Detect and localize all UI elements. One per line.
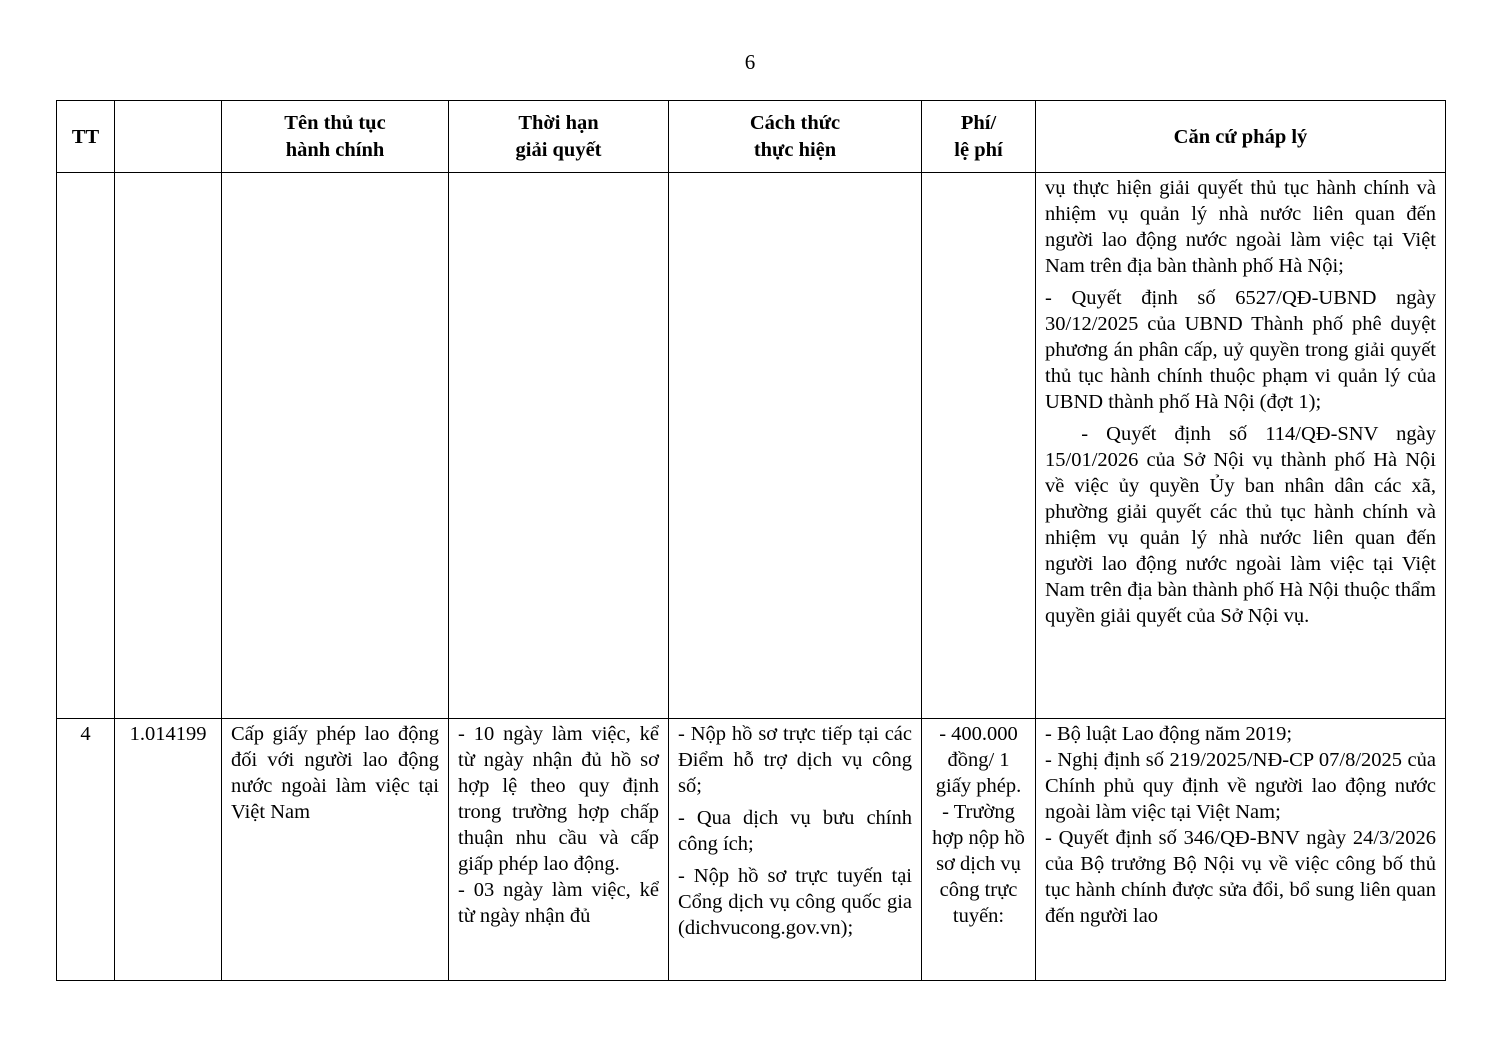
row4-fee bbox=[922, 719, 1036, 981]
row4-name: Cấp giấy phép lao động đối với người lao động nước ngoài làm việc tại Việt Nam bbox=[222, 719, 449, 981]
header-legal: Căn cứ pháp lý bbox=[1036, 101, 1446, 173]
continuation-row bbox=[57, 173, 1446, 719]
cont-fee-cell bbox=[922, 173, 1036, 719]
row4-tt: 4 bbox=[57, 719, 115, 981]
header-fee-line1: Phí/ bbox=[960, 112, 997, 134]
header-name bbox=[222, 101, 449, 173]
cont-legal-paragraph: vụ thực hiện giải quyết thủ tục hành chính và nhiệm vụ quản lý nhà nước liên quan đến người lao động nước ngoài làm việc tại Việt Nam trên địa bàn thành phố Hà Nội; bbox=[1045, 177, 1436, 277]
header-code bbox=[115, 101, 222, 173]
table-row bbox=[57, 719, 1446, 981]
cont-name-cell bbox=[222, 173, 449, 719]
row4-legal-paragraph: - Bộ luật Lao động năm 2019; bbox=[1045, 723, 1293, 745]
header-row bbox=[57, 101, 1446, 173]
row4-fee-paragraph: - Trường hợp nộp hồ sơ dịch vụ công trực tuyến: bbox=[932, 801, 1025, 927]
cont-tt-cell bbox=[57, 173, 115, 719]
row4-fee-paragraph: - 400.000 đồng/ 1 giấy phép. bbox=[935, 723, 1022, 797]
cont-legal-paragraph: - Quyết định số 114/QĐ-SNV ngày 15/01/2026 của Sở Nội vụ thành phố Hà Nội về việc ủy quyền Ủy ban nhân dân các xã, phường giải quyết các thủ tục hành chính và nhiệm vụ quản lý nhà nước liên quan đến người lao động nước ngoài làm việc tại Việt Nam trên địa bàn thành phố Hà Nội thuộc thẩm quyền giải quyết của Sở Nội vụ. bbox=[1045, 423, 1442, 627]
header-name-line2: hành chính bbox=[285, 139, 385, 161]
header-time bbox=[449, 101, 669, 173]
row4-time bbox=[449, 719, 669, 981]
header-fee-line2: lệ phí bbox=[954, 139, 1003, 161]
header-method bbox=[669, 101, 922, 173]
row4-method-paragraph: - Nộp hồ sơ trực tiếp tại các Điểm hỗ trợ dịch vụ công số; bbox=[678, 723, 912, 797]
row4-time-paragraph: - 03 ngày làm việc, kể từ ngày nhận đủ bbox=[458, 879, 659, 927]
header-tt: TT bbox=[57, 101, 115, 173]
cont-method-cell bbox=[669, 173, 922, 719]
row4-method-paragraph: - Nộp hồ sơ trực tuyến tại Cổng dịch vụ công quốc gia (dichvucong.gov.vn); bbox=[678, 865, 912, 939]
cont-legal-paragraph: - Quyết định số 6527/QĐ-UBND ngày 30/12/2025 của UBND Thành phố phê duyệt phương án phân cấp, uỷ quyền trong giải quyết thủ tục hành chính thuộc phạm vi quản lý của UBND thành phố Hà Nội (đợt 1); bbox=[1045, 287, 1436, 413]
row4-code: 1.014199 bbox=[115, 719, 222, 981]
row4-method bbox=[669, 719, 922, 981]
row4-time-paragraph: - 10 ngày làm việc, kể từ ngày nhận đủ hồ sơ hợp lệ theo quy định trong trường hợp chấp thuận nhu cầu và cấp giấp phép lao động. bbox=[458, 723, 659, 875]
row4-method-paragraph: - Qua dịch vụ bưu chính công ích; bbox=[678, 807, 912, 855]
header-method-line2: thực hiện bbox=[753, 139, 837, 161]
header-time-line1: Thời hạn bbox=[518, 112, 599, 134]
header-fee bbox=[922, 101, 1036, 173]
header-method-line1: Cách thức bbox=[749, 112, 841, 134]
cont-code-cell bbox=[115, 173, 222, 719]
cont-legal-cell bbox=[1036, 173, 1446, 719]
header-name-line1: Tên thủ tục bbox=[284, 112, 386, 134]
page-number: 6 bbox=[744, 50, 756, 74]
row4-legal-paragraph: - Nghị định số 219/2025/NĐ-CP 07/8/2025 của Chính phủ quy định về người lao động nước ngoài làm việc tại Việt Nam; bbox=[1045, 749, 1436, 823]
row4-legal-paragraph: - Quyết định số 346/QĐ-BNV ngày 24/3/2026 của Bộ trưởng Bộ Nội vụ về việc công bố thủ tục hành chính được sửa đổi, bổ sung liên quan đến người lao bbox=[1045, 827, 1436, 927]
header-time-line2: giải quyết bbox=[515, 139, 602, 161]
cont-time-cell bbox=[449, 173, 669, 719]
row4-legal bbox=[1036, 719, 1446, 981]
procedures-table bbox=[56, 100, 1446, 981]
